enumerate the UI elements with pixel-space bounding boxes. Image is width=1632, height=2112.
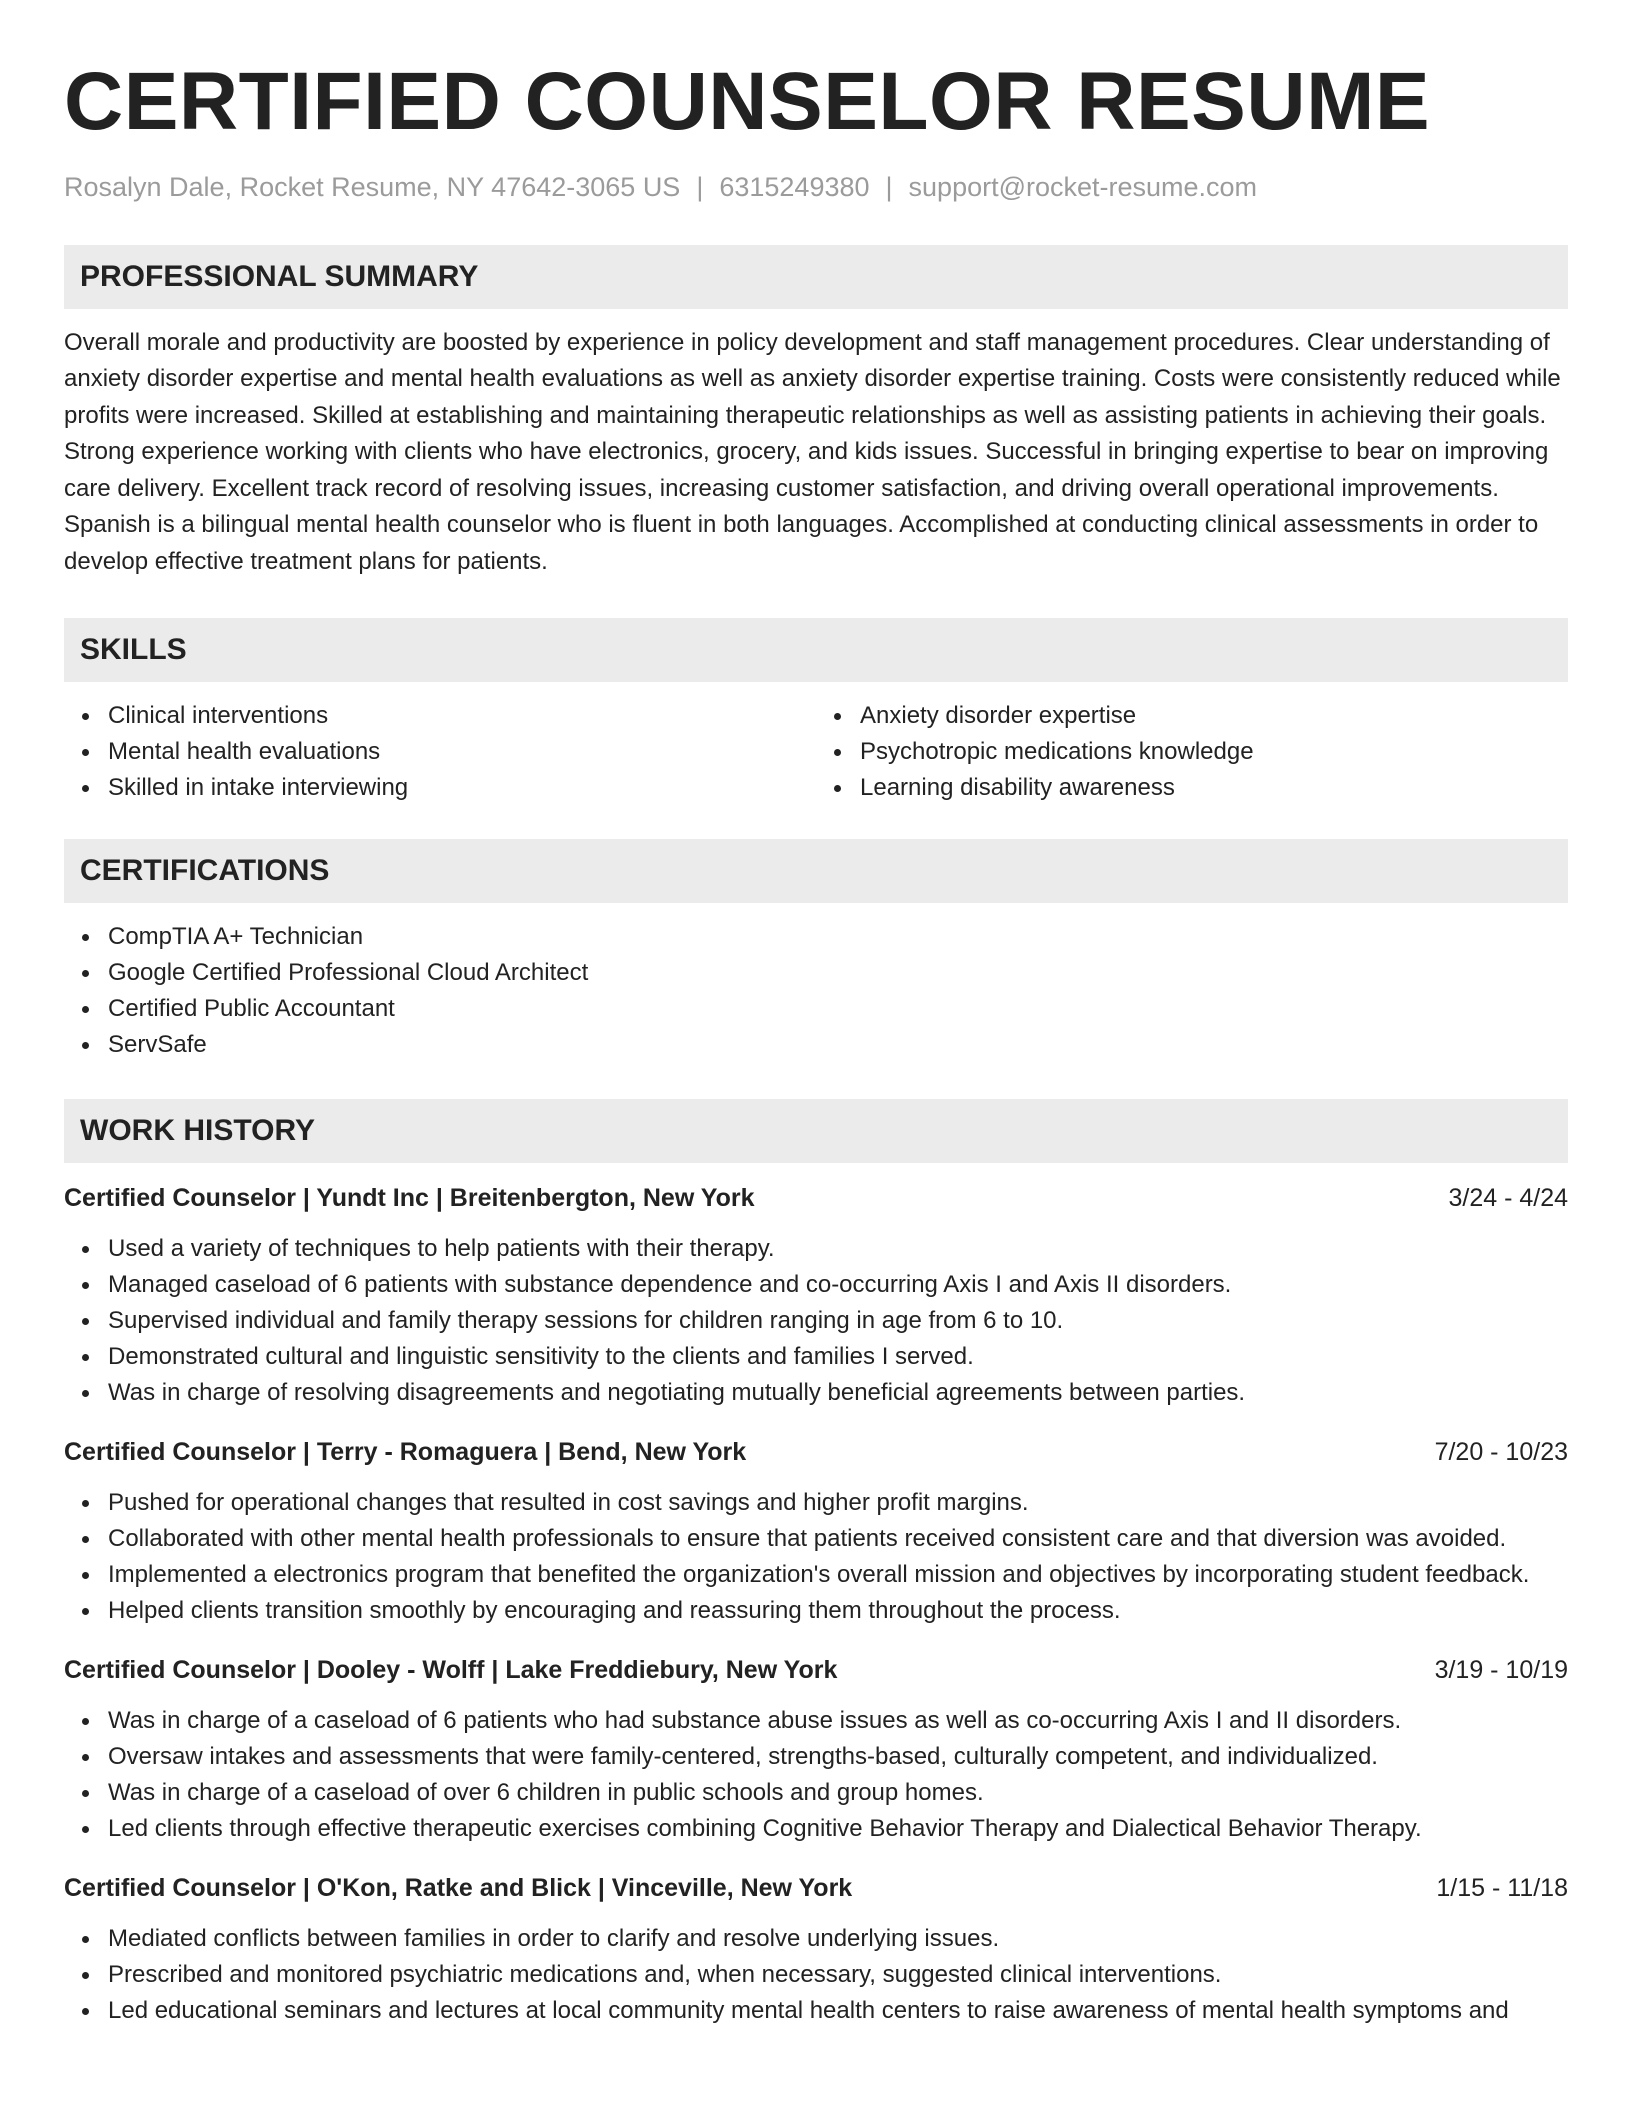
- job-entry: [64, 1653, 1568, 1847]
- job-dates: 3/19 - 10/19: [1434, 1656, 1568, 1685]
- contact-address: Rosalyn Dale, Rocket Resume, NY 47642-3065 US: [64, 171, 681, 202]
- skills-list-right: [816, 698, 1568, 806]
- job-bullets: [64, 1703, 1568, 1847]
- skill-item: Anxiety disorder expertise: [860, 698, 1568, 734]
- job-bullet: Helped clients transition smoothly by encouraging and reassuring them throughout the process.: [108, 1593, 1568, 1629]
- job-bullet: Led clients through effective therapeutic exercises combining Cognitive Behavior Therapy and Dialectical Behavior Therapy.: [108, 1811, 1568, 1847]
- job-bullets: [64, 1231, 1568, 1411]
- job-dates: 7/20 - 10/23: [1434, 1438, 1568, 1467]
- job-bullet: Was in charge of a caseload of 6 patients who had substance abuse issues as well as co-occurring Axis I and II disorders.: [108, 1703, 1568, 1739]
- job-title: Certified Counselor | O'Kon, Ratke and Blick | Vinceville, New York: [64, 1874, 853, 1903]
- skill-item: Mental health evaluations: [108, 734, 816, 770]
- job-bullets: [64, 1485, 1568, 1629]
- certification-item: Certified Public Accountant: [108, 991, 1568, 1027]
- skill-item: Clinical interventions: [108, 698, 816, 734]
- section-header-work-history: WORK HISTORY: [64, 1099, 1568, 1163]
- job-bullets: [64, 1921, 1568, 2029]
- job-entry: [64, 1435, 1568, 1629]
- job-header: [64, 1181, 1568, 1215]
- section-header-skills: SKILLS: [64, 618, 1568, 682]
- job-bullet: Managed caseload of 6 patients with substance dependence and co-occurring Axis I and Axis II disorders.: [108, 1267, 1568, 1303]
- job-bullet: Used a variety of techniques to help patients with their therapy.: [108, 1231, 1568, 1267]
- job-entry: [64, 1181, 1568, 1411]
- job-dates: 1/15 - 11/18: [1436, 1874, 1568, 1903]
- certification-item: Google Certified Professional Cloud Architect: [108, 955, 1568, 991]
- job-bullet: Was in charge of resolving disagreements and negotiating mutually beneficial agreements between parties.: [108, 1375, 1568, 1411]
- job-bullet: Mediated conflicts between families in order to clarify and resolve underlying issues.: [108, 1921, 1568, 1957]
- job-header: [64, 1653, 1568, 1687]
- job-entry: [64, 1871, 1568, 2029]
- job-bullet: Was in charge of a caseload of over 6 children in public schools and group homes.: [108, 1775, 1568, 1811]
- skill-item: Skilled in intake interviewing: [108, 770, 816, 806]
- job-bullet: Oversaw intakes and assessments that were family-centered, strengths-based, culturally competent, and individualized.: [108, 1739, 1568, 1775]
- job-title: Certified Counselor | Yundt Inc | Breitenbergton, New York: [64, 1184, 755, 1213]
- section-header-summary: PROFESSIONAL SUMMARY: [64, 245, 1568, 309]
- job-header: [64, 1435, 1568, 1469]
- contact-phone: 6315249380: [719, 171, 870, 202]
- job-bullet: Implemented a electronics program that benefited the organization's overall mission and objectives by incorporating student feedback.: [108, 1557, 1568, 1593]
- certification-item: ServSafe: [108, 1027, 1568, 1063]
- job-header: [64, 1871, 1568, 1905]
- skills-list-left: [64, 698, 816, 806]
- contact-separator: |: [696, 171, 704, 202]
- certification-item: CompTIA A+ Technician: [108, 919, 1568, 955]
- skills-grid: [64, 698, 1568, 806]
- contact-line: [64, 170, 1568, 205]
- summary-text: Overall morale and productivity are boosted by experience in policy development and staff management procedures. Clear understanding of anxiety disorder expertise and mental health evaluations as well as anxiety disorder expertise training. Costs were consistently reduced while profits were increased. Skilled at establishing and maintaining therapeutic relationships as well as assisting patients in achieving their goals. Strong experience working with clients who have electronics, grocery, and kids issues. Successful in bringing expertise to bear on improving care delivery. Excellent track record of resolving issues, increasing customer satisfaction, and driving overall operational improvements. Spanish is a bilingual mental health counselor who is fluent in both languages. Accomplished at conducting clinical assessments in order to develop effective treatment plans for patients.: [64, 328, 1561, 575]
- certifications-list: [64, 919, 1568, 1063]
- contact-separator: |: [885, 171, 893, 202]
- job-bullet: Prescribed and monitored psychiatric medications and, when necessary, suggested clinical interventions.: [108, 1957, 1568, 1993]
- job-bullet: Supervised individual and family therapy sessions for children ranging in age from 6 to 10.: [108, 1303, 1568, 1339]
- job-bullet: Demonstrated cultural and linguistic sensitivity to the clients and families I served.: [108, 1339, 1568, 1375]
- job-bullet: Collaborated with other mental health professionals to ensure that patients received consistent care and that diversion was avoided.: [108, 1521, 1568, 1557]
- contact-email: support@rocket-resume.com: [908, 171, 1258, 202]
- skill-item: Learning disability awareness: [860, 770, 1568, 806]
- job-bullet: Pushed for operational changes that resulted in cost savings and higher profit margins.: [108, 1485, 1568, 1521]
- job-dates: 3/24 - 4/24: [1448, 1184, 1568, 1213]
- resume-title: CERTIFIED COUNSELOR RESUME: [64, 56, 1431, 147]
- job-bullet: Led educational seminars and lectures at local community mental health centers to raise awareness of mental health symptoms and: [108, 1993, 1568, 2029]
- job-title: Certified Counselor | Dooley - Wolff | Lake Freddiebury, New York: [64, 1656, 838, 1685]
- section-header-certifications: CERTIFICATIONS: [64, 839, 1568, 903]
- job-title: Certified Counselor | Terry - Romaguera | Bend, New York: [64, 1438, 747, 1467]
- skill-item: Psychotropic medications knowledge: [860, 734, 1568, 770]
